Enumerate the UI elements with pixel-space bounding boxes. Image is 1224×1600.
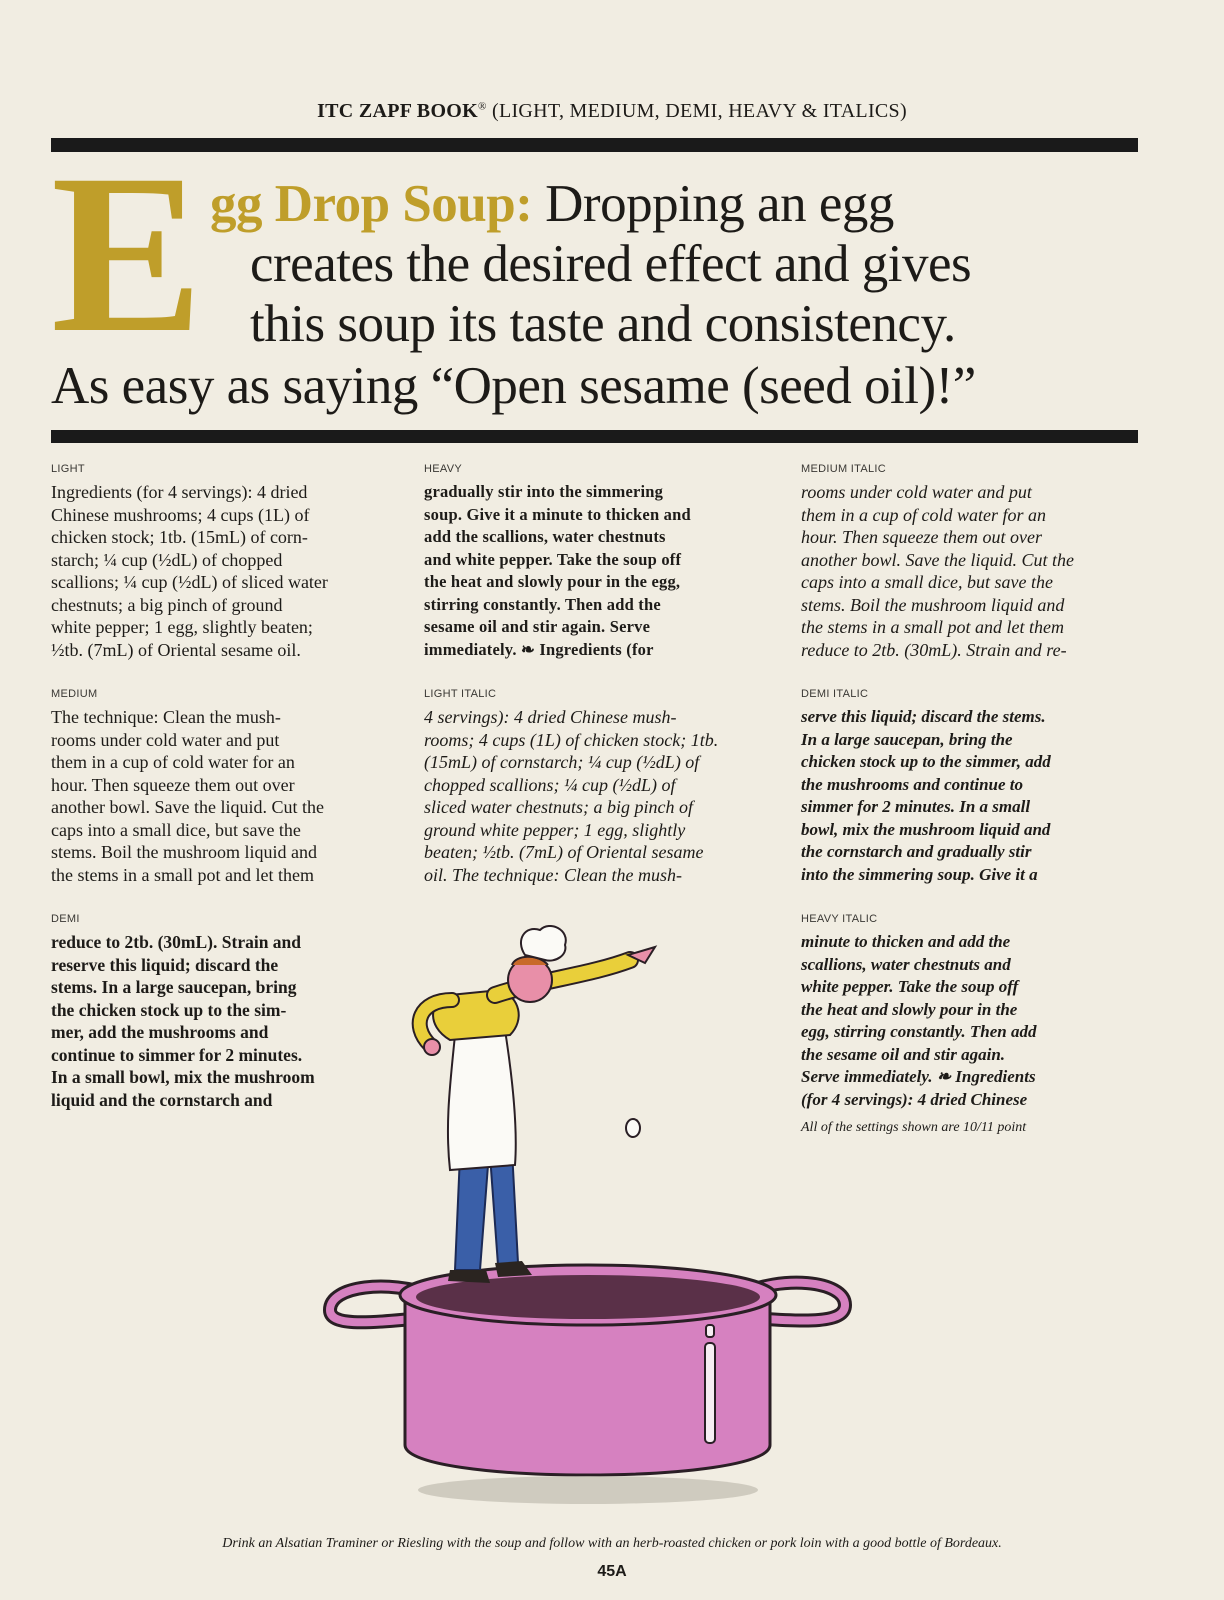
chef-pot-illustration	[300, 925, 860, 1525]
typeface-name: ITC ZAPF BOOK	[317, 100, 479, 122]
headline-line-3: this soup its taste and consistency.	[250, 295, 956, 353]
text-line: add the scallions, water chestnuts	[424, 527, 666, 546]
text-line: soup. Give it a minute to thicken and	[424, 504, 691, 524]
typeface-variants: (LIGHT, MEDIUM, DEMI, HEAVY & ITALICS)	[492, 100, 907, 122]
page-caption: Drink an Alsatian Traminer or Riesling with the soup and follow with an herb-roasted chicken or pork loin with a good bottle of Bordeaux.	[222, 1536, 1002, 1551]
text-line: rooms; 4 cups (1L) of chicken stock; 1tb.	[424, 729, 719, 750]
text-line: bowl, mix the mushroom liquid and	[801, 819, 1051, 839]
text-line: the stems in a small pot and let them	[801, 617, 1064, 637]
text-line: white pepper; 1 egg, slightly beaten;	[51, 617, 313, 637]
text-line: (15mL) of cornstarch; ¼ cup (½dL) of	[424, 752, 700, 772]
text-line: another bowl. Save the liquid. Cut the	[801, 549, 1074, 570]
page-header	[0, 100, 1224, 123]
text-line: the heat and slowly pour in the	[801, 999, 1018, 1019]
text-line: In a large saucepan, bring the	[801, 729, 1013, 749]
sample-light-italic	[424, 706, 718, 886]
text-line: chestnuts; a big pinch of ground	[51, 594, 283, 615]
text-line: In a small bowl, mix the mushroom	[51, 1067, 315, 1087]
headline-line-4: As easy as saying “Open sesame (seed oil)!”	[51, 357, 976, 415]
sample-demi-italic	[801, 706, 1051, 886]
text-line: stems. Boil the mushroom liquid and	[801, 594, 1065, 615]
bottom-rule	[51, 430, 1138, 443]
text-line: The technique: Clean the mush-	[51, 707, 281, 727]
sample-medium-italic	[801, 481, 1074, 661]
sample-medium	[51, 706, 324, 886]
text-line: stems. In a large saucepan, bring	[51, 977, 297, 997]
text-line: the stems in a small pot and let them	[51, 864, 314, 885]
sample-label-heavy: HEAVY	[424, 463, 462, 475]
pot-illustration	[330, 1265, 845, 1504]
sample-label-medium-italic: MEDIUM ITALIC	[801, 463, 886, 475]
text-line: Ingredients (for 4 servings): 4 dried	[51, 482, 308, 502]
text-line: sesame oil and stir again. Serve	[424, 617, 651, 636]
text-line: caps into a small dice, but save the	[801, 572, 1053, 592]
registered-mark: ®	[478, 100, 487, 113]
sample-label-demi: DEMI	[51, 913, 80, 925]
sample-heavy	[424, 481, 691, 661]
text-line: the cornstarch and gradually stir	[801, 842, 1032, 861]
text-line: the heat and slowly pour in the egg,	[424, 572, 681, 591]
text-line: egg, stirring constantly. Then add	[801, 1022, 1037, 1041]
text-line: reduce to 2tb. (30mL). Strain and	[51, 932, 302, 952]
text-line: ½tb. (7mL) of Oriental sesame oil.	[51, 639, 301, 660]
setting-note: All of the settings shown are 10/11 point	[801, 1120, 1027, 1135]
text-line: rooms under cold water and put	[51, 729, 280, 750]
headline-title: gg Drop Soup:	[210, 175, 533, 233]
text-line: gradually stir into the simmering	[424, 482, 664, 501]
text-line: hour. Then squeeze them out over	[51, 774, 295, 795]
headline-line-1-rest: Dropping an egg	[545, 175, 894, 233]
text-line: reserve this liquid; discard the	[51, 954, 279, 975]
text-line: the chicken stock up to the sim-	[51, 999, 287, 1020]
text-line: ground white pepper; 1 egg, slightly	[424, 819, 686, 840]
text-line: 4 servings): 4 dried Chinese mush-	[424, 707, 677, 727]
text-line: them in a cup of cold water for an	[801, 504, 1046, 525]
text-line: reduce to 2tb. (30mL). Strain and re-	[801, 639, 1067, 660]
text-line: minute to thicken and add the	[801, 932, 1011, 951]
text-line: the mushrooms and continue to	[801, 774, 1024, 794]
text-line: chicken stock; 1tb. (15mL) of corn-	[51, 527, 308, 547]
text-line: serve this liquid; discard the stems.	[801, 707, 1046, 726]
text-line: the sesame oil and stir again.	[801, 1044, 1006, 1064]
sample-label-demi-italic: DEMI ITALIC	[801, 688, 869, 700]
text-line: mer, add the mushrooms and	[51, 1022, 269, 1042]
page-number: 45A	[597, 1563, 627, 1580]
sample-light	[51, 481, 328, 661]
text-line: into the simmering soup. Give it a	[801, 864, 1038, 884]
text-line: sliced water chestnuts; a big pinch of	[424, 797, 693, 817]
text-line: oil. The technique: Clean the mush-	[424, 864, 682, 885]
text-line: another bowl. Save the liquid. Cut the	[51, 797, 324, 817]
chef-illustration	[420, 926, 655, 1283]
text-line: Chinese mushrooms; 4 cups (1L) of	[51, 504, 310, 525]
sample-demi	[51, 931, 315, 1111]
headline-line-2: creates the desired effect and gives	[250, 235, 972, 293]
text-line: stirring constantly. Then add the	[424, 594, 661, 614]
headline-line-1	[210, 174, 894, 234]
text-line: and white pepper. Take the soup off	[424, 549, 682, 569]
text-line: scallions, water chestnuts and	[801, 954, 1011, 974]
text-line: chicken stock up to the simmer, add	[801, 752, 1051, 771]
drop-cap: E	[51, 168, 204, 340]
sample-label-light: LIGHT	[51, 463, 85, 475]
text-line: continue to simmer for 2 minutes.	[51, 1044, 303, 1065]
text-line: simmer for 2 minutes. In a small	[801, 797, 1031, 816]
text-line: liquid and the cornstarch and	[51, 1089, 273, 1110]
text-line: caps into a small dice, but save the	[51, 819, 301, 840]
text-line: hour. Then squeeze them out over	[801, 527, 1042, 547]
text-line: chopped scallions; ¼ cup (½dL) of	[424, 774, 676, 795]
text-line: stems. Boil the mushroom liquid and	[51, 842, 317, 862]
text-line: scallions; ¼ cup (½dL) of sliced water	[51, 572, 328, 592]
sample-label-light-italic: LIGHT ITALIC	[424, 688, 497, 700]
text-line: immediately. ❧ Ingredients (for	[424, 639, 654, 659]
text-line: rooms under cold water and put	[801, 482, 1032, 502]
text-line: (for 4 servings): 4 dried Chinese	[801, 1089, 1028, 1109]
text-line: starch; ¼ cup (½dL) of chopped	[51, 549, 283, 570]
text-line: white pepper. Take the soup off	[801, 977, 1019, 996]
text-line: them in a cup of cold water for an	[51, 752, 295, 772]
text-line: beaten; ½tb. (7mL) of Oriental sesame	[424, 842, 704, 862]
sample-label-medium: MEDIUM	[51, 688, 98, 700]
top-rule	[51, 138, 1138, 152]
sample-label-heavy-italic: HEAVY ITALIC	[801, 913, 878, 925]
text-line: Serve immediately. ❧ Ingredients	[801, 1067, 1036, 1086]
